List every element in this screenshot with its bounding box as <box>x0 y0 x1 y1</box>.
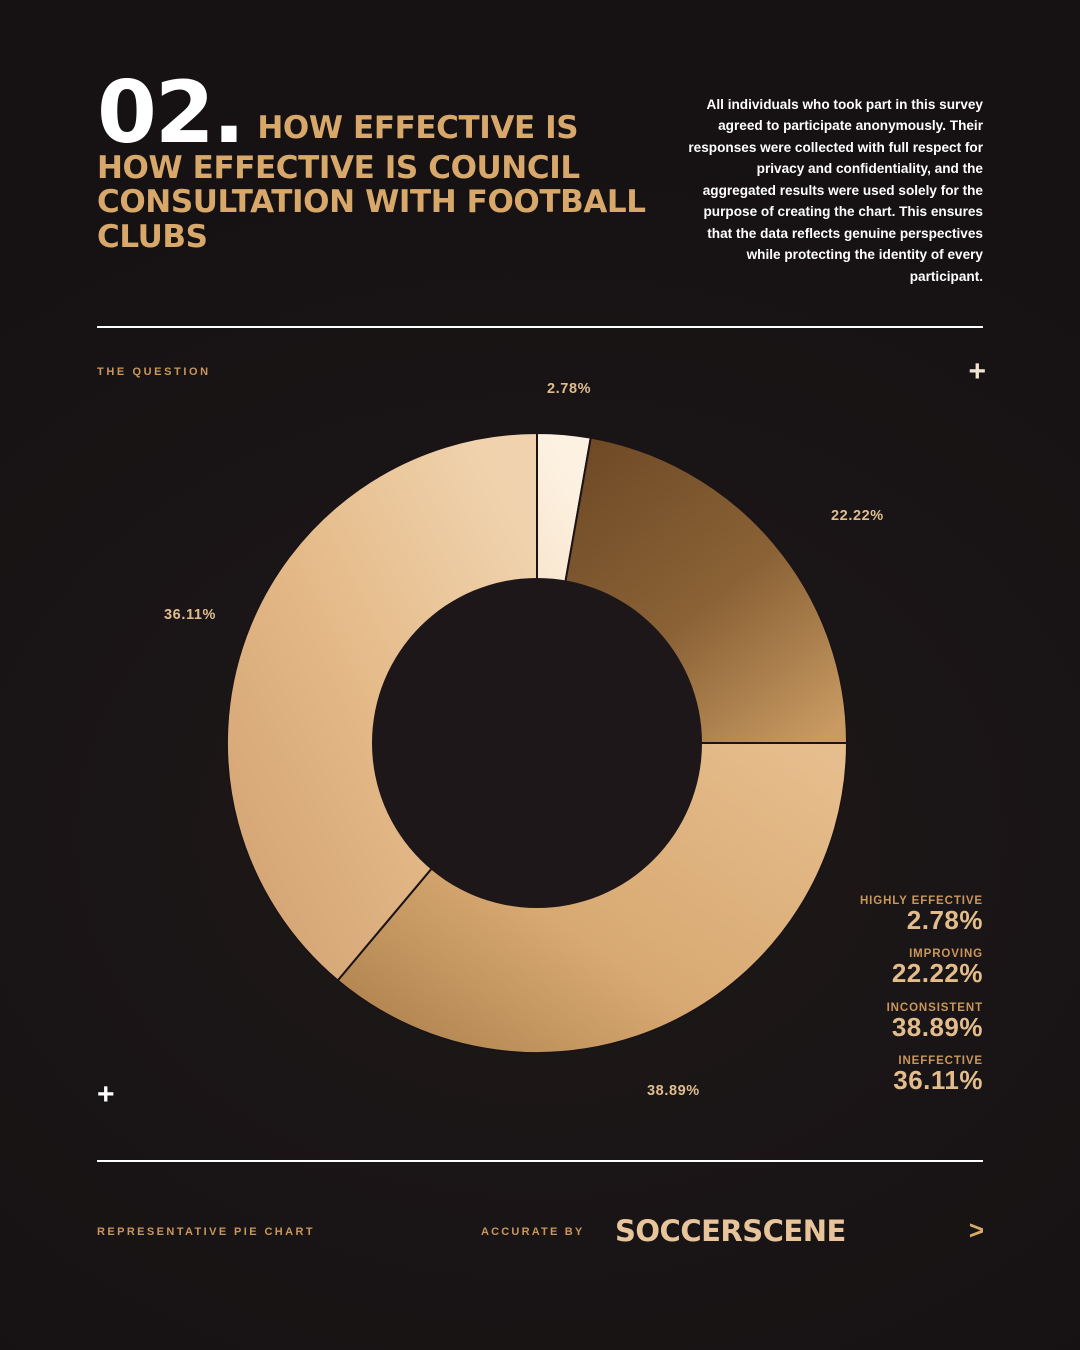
legend-item <box>683 948 983 987</box>
headline-row <box>97 63 657 163</box>
eyebrow-label: THE QUESTION <box>97 366 211 378</box>
slice-value-label: 22.22% <box>831 508 884 524</box>
headline-first-line: HOW EFFECTIVE IS <box>257 109 579 146</box>
legend-item <box>683 1002 983 1041</box>
donut-center <box>372 578 702 908</box>
legend-item-label: IMPROVING <box>909 948 983 961</box>
legend-item-label: INEFFECTIVE <box>898 1054 983 1067</box>
legend-item <box>683 895 983 934</box>
legend-item-value: 38.89% <box>891 1011 983 1042</box>
slice-value-label: 36.11% <box>164 607 216 623</box>
legend-item-value: 2.78% <box>906 905 983 935</box>
divider-top <box>97 326 983 328</box>
intro-paragraph: All individuals who took part in this survey agreed to participate anonymously. Their responses were collected with full respect for privacy and confidentiality, and the aggregated results were used solely for the purpose of creating the chart. This ensures that the data reflects genuine perspectives while protecting the identity of every participant. <box>688 97 983 284</box>
footer-caption: REPRESENTATIVE PIE CHART <box>97 1226 315 1238</box>
legend-item-value: 22.22% <box>891 958 983 989</box>
chevron-right-icon[interactable]: > <box>968 1215 984 1245</box>
legend-item-value: 36.11% <box>893 1064 983 1095</box>
legend-item-label: INCONSISTENT <box>886 1001 983 1014</box>
legend-item-label: HIGHLY EFFECTIVE <box>859 895 983 907</box>
divider-bottom <box>97 1160 983 1162</box>
header <box>97 63 657 255</box>
footer-attribution-label: ACCURATE BY <box>481 1226 585 1238</box>
section-number: 02. <box>97 63 244 163</box>
legend-item <box>683 1055 983 1094</box>
legend <box>683 895 983 1108</box>
page-title: HOW EFFECTIVE IS COUNCIL CONSULTATION WITH FOOTBALL CLUBS <box>97 149 646 255</box>
brand-logo: SOCCERSCENE <box>615 1214 846 1248</box>
plus-icon: + <box>97 1078 115 1111</box>
slice-value-label: 2.78% <box>547 381 592 397</box>
plus-icon: + <box>968 355 986 388</box>
slice-value-label: 38.89% <box>647 1083 700 1099</box>
